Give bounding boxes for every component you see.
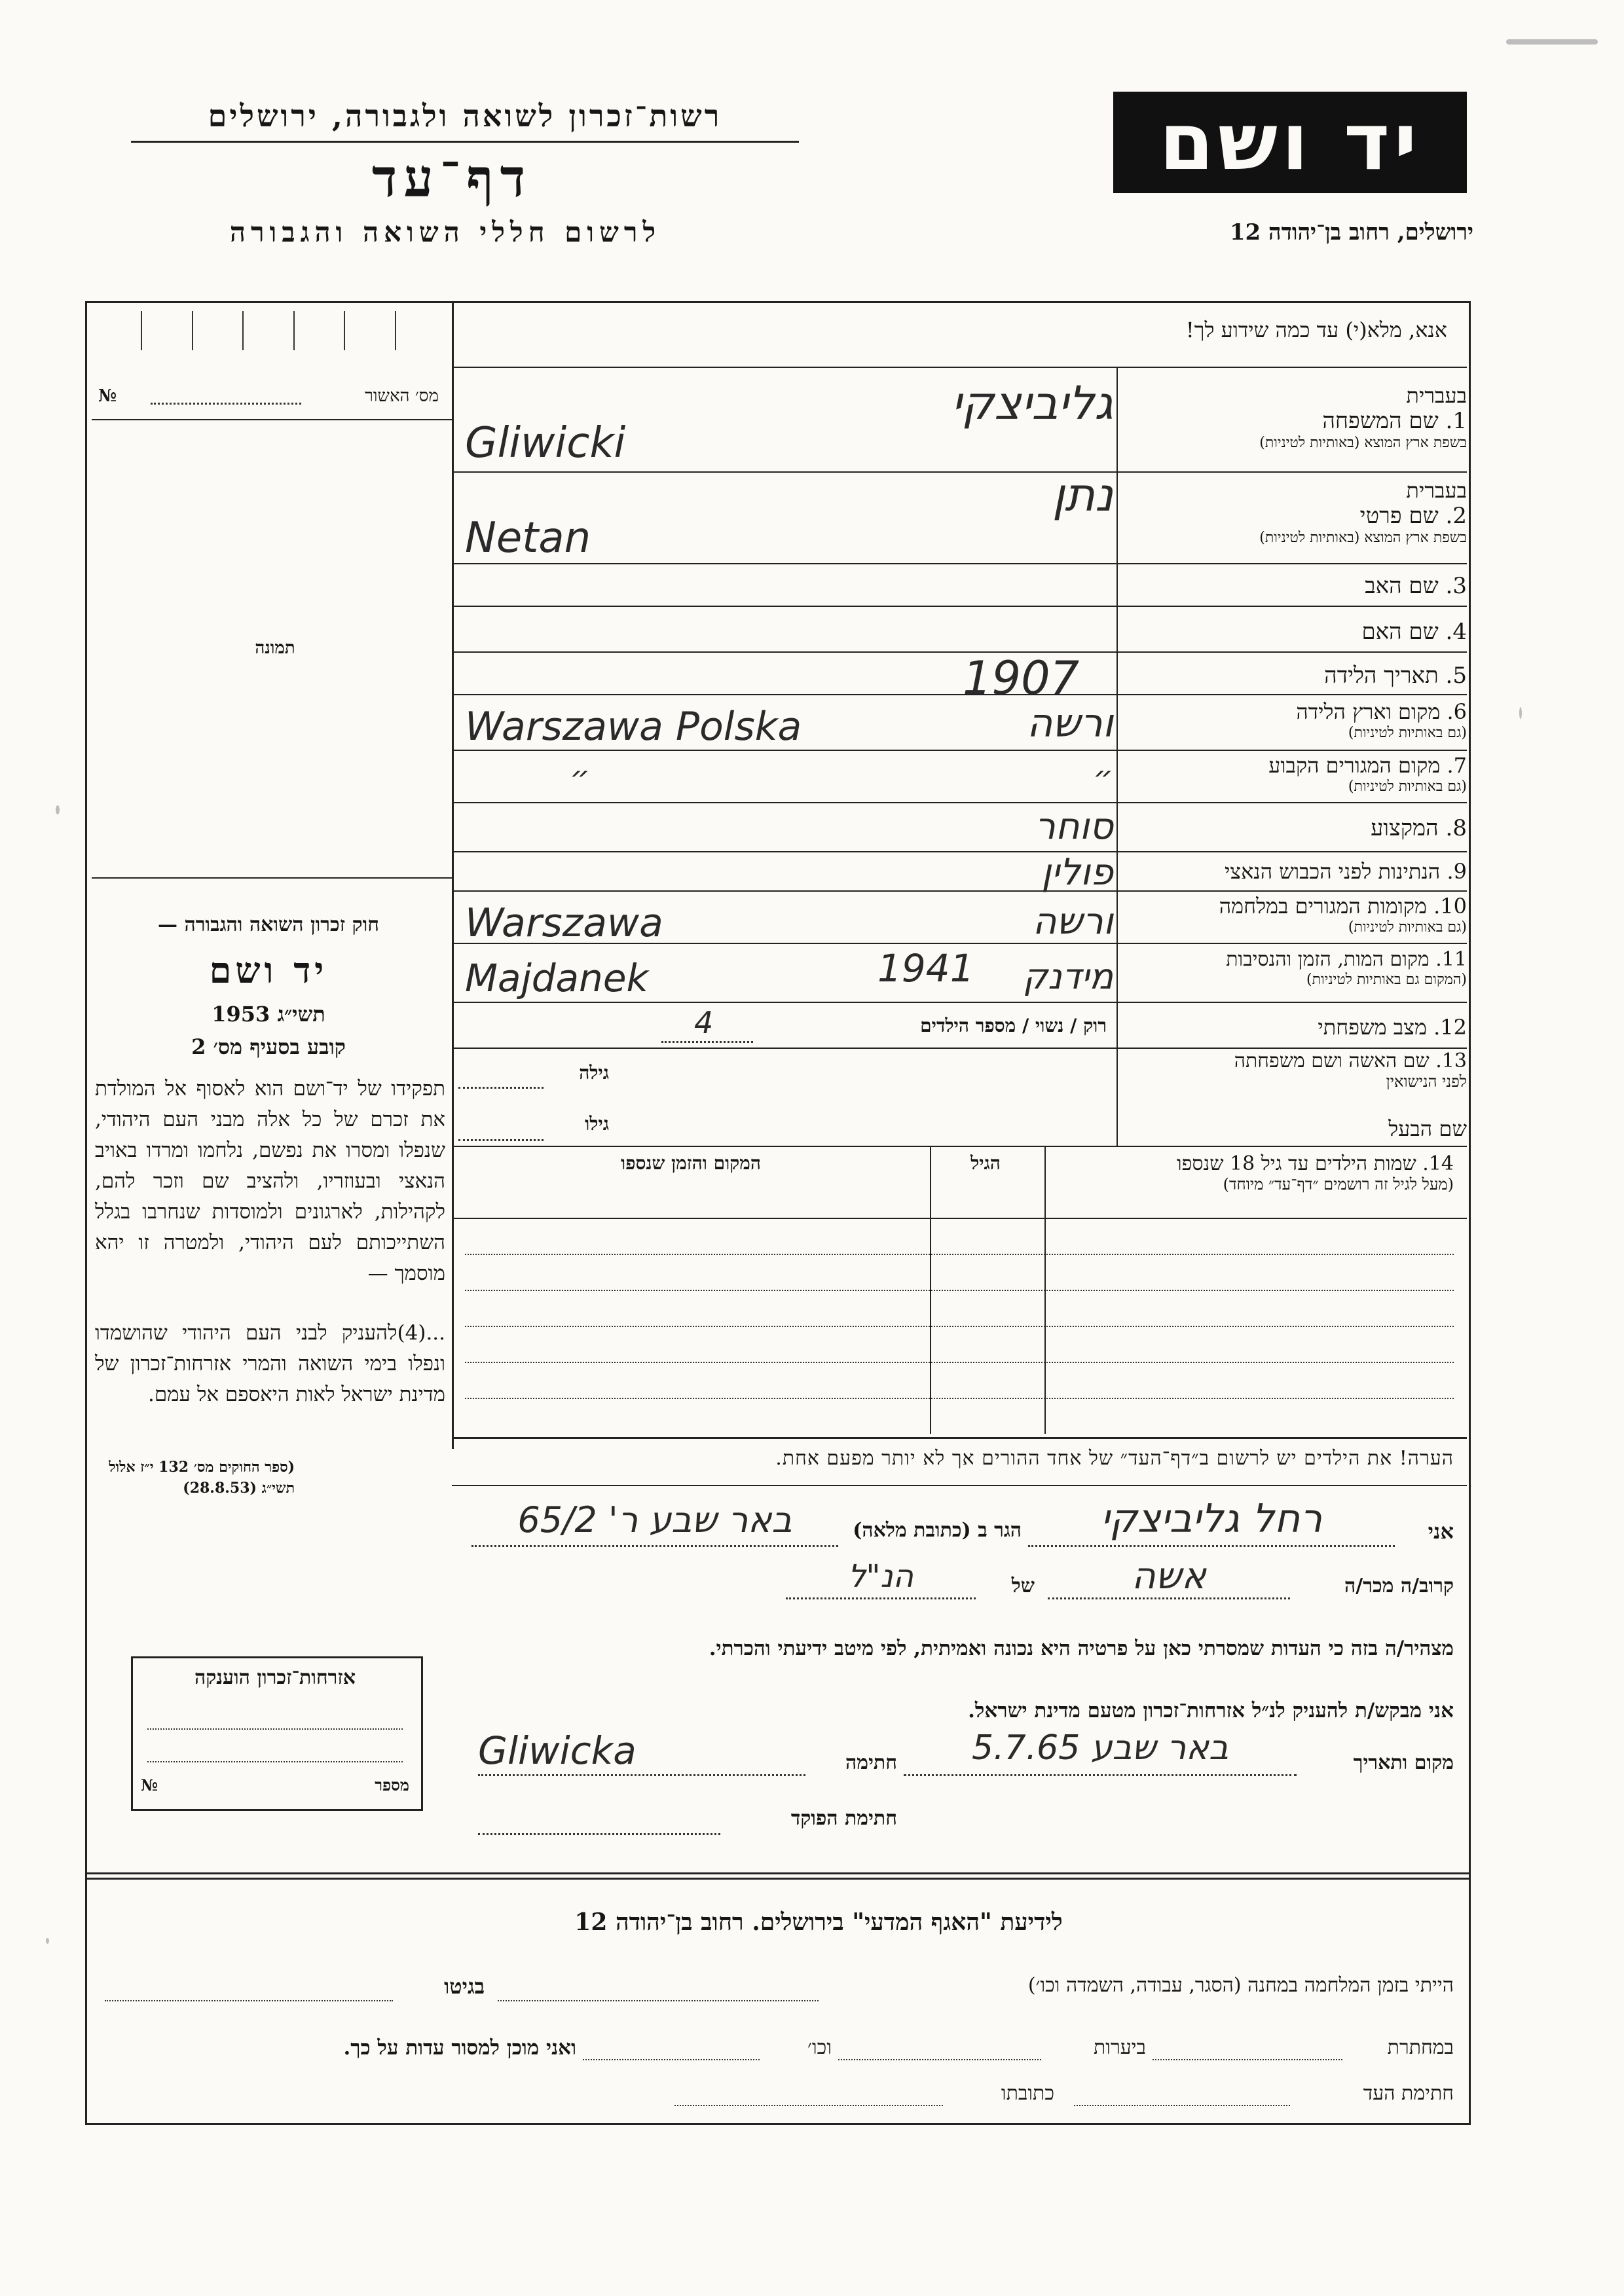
field-10-number: 10. (1433, 894, 1467, 919)
field-12-number: 12. (1433, 1015, 1467, 1040)
row-line (452, 802, 1467, 803)
field-10-label (1153, 894, 1467, 936)
children-count-line (661, 1041, 753, 1043)
scan-speck (46, 1938, 49, 1944)
law-source: (ספר החוקים מס׳ 132 י״ז אלול תשי״ג (28.8.53) (109, 1459, 295, 1497)
marital-options: רוק / נשוי / מספר הילדים (920, 1015, 1107, 1036)
field-1-label (1153, 383, 1467, 451)
field-6-number: 6. (1447, 699, 1467, 724)
header-row-line (452, 367, 1467, 368)
field-11-label (1153, 948, 1467, 988)
underground-label: במחתרת (1387, 2036, 1454, 2059)
citizenship-line (147, 1761, 403, 1762)
residence-latin-value[interactable]: ״ (570, 759, 590, 796)
wife-age-line (458, 1087, 544, 1089)
instruction: אנא, מלא(י) עד כמה שידוע לך! (1185, 318, 1447, 342)
law-clause: קובע בסעיף מס׳ 2 (191, 1034, 346, 1059)
field-7-label (1153, 753, 1467, 795)
children-row (465, 1254, 1454, 1255)
yad-vashem-logo: יד ושם (1113, 92, 1467, 193)
field-2-label (1153, 478, 1467, 546)
ghetto-label: בגיטו (444, 1974, 485, 1999)
field-2-hint: בשפת ארץ המוצא (באותיות לטיניות) (1259, 530, 1467, 546)
residence-hebrew-value[interactable]: ״ (1093, 759, 1113, 796)
field-9-title: הנתינות לפני הכבוש הנאצי (1224, 859, 1441, 884)
children-place-header: המקום והזמן שנספו (621, 1152, 761, 1174)
witness-address-line (674, 2105, 943, 2106)
row-line (452, 471, 1467, 473)
footer-line-1: הייתי בזמן המלחמה במחנה (הסגר, עבודה, השמדה וכו׳) (1027, 1974, 1454, 1997)
footer-title: לידיעת "האגף המדעי" בירושלים. רחוב בן־יהודה 12 (574, 1908, 1063, 1936)
form-subtitle: לרשום חללי השואה והגבורה (229, 216, 661, 248)
witness-signature-label: חתימת העד (1363, 2082, 1454, 2105)
row-line (452, 1048, 1467, 1049)
children-row (465, 1362, 1454, 1363)
scan-speck (1506, 39, 1598, 45)
field-2-number: 2. (1445, 503, 1467, 529)
field-13-label (1153, 1049, 1467, 1091)
note-text: הערה! את הילדים יש לרשום ב״דף־העד״ של אחד ההורים אך לא יותר מפעם אחת. (775, 1447, 1454, 1470)
camp-line (498, 2000, 819, 2001)
of-label: של (1011, 1575, 1035, 1597)
field-12-label (1153, 1015, 1467, 1040)
surname-hebrew-value[interactable]: גליביצקי (951, 376, 1113, 430)
row-line (452, 1146, 1467, 1147)
declarant-address-value[interactable]: באר שבע ר' 65/2 (517, 1499, 792, 1540)
forests-line (838, 2059, 1041, 2060)
field-10-hint: (גם באותיות לטיניות) (1348, 919, 1467, 936)
footer-divider-2 (85, 1878, 1470, 1880)
field-3-title: שם האב (1365, 573, 1439, 599)
relation-value[interactable]: אשה (1132, 1555, 1206, 1597)
husband-age-label: גילו (585, 1113, 609, 1135)
law-year: תשי״ג 1953 (212, 1002, 325, 1027)
forests-label: ביערות (1093, 2036, 1146, 2059)
law-title: חוק זכרון השואה והגבורה — (158, 913, 379, 936)
field-7-hint: (גם באותיות לטיניות) (1348, 778, 1467, 795)
death-place-hebrew-value[interactable]: מידנק (1022, 956, 1113, 997)
birth-date-value[interactable]: 1907 (963, 651, 1080, 705)
relative-label: קרוב/ה מכר/ה (1344, 1575, 1454, 1597)
citizenship-no: № (141, 1776, 158, 1795)
first-name-hebrew-value[interactable]: נתן (1052, 468, 1113, 522)
ready-label: ואני מוכן למסור עדות על כך. (343, 2036, 576, 2060)
field-11-number: 11. (1435, 948, 1467, 971)
approval-line (151, 403, 301, 405)
field-6-hint: (גם באותיות לטיניות) (1348, 725, 1467, 741)
law-body: תפקידו של יד־ושם הוא לאסוף אל המולדת את זכרם של כל אלה מבני העם היהודי, שנפלו ומסרו את נפשם, נלחמו ומרדו באויב הנאצי ובעוזריו, ולהציב שם וזכר להם, לקהילות, לארגונים ולמוסדות שנחרבו בגלל השתייכותם לעם היהודי, ולמטרה זו יהא מוסמך — (95, 1077, 445, 1285)
etc-label: וכו׳ (807, 2036, 832, 2059)
declarant-address-line (471, 1545, 838, 1547)
death-place-latin-value[interactable]: Majdanek (465, 956, 649, 1000)
death-year-value[interactable]: 1941 (877, 946, 974, 991)
profession-value[interactable]: סוחר (1035, 805, 1113, 848)
official-signature-line (478, 1833, 720, 1835)
scan-speck (1519, 707, 1522, 719)
citizenship-number-label: מספר (375, 1776, 409, 1795)
underground-line (1153, 2059, 1342, 2060)
row-line (452, 750, 1467, 751)
place-date-value[interactable]: באר שבע 5.7.65 (971, 1728, 1229, 1768)
photo-box-bottom (92, 877, 452, 879)
birth-place-latin-value[interactable]: Warszawa Polska (465, 704, 802, 750)
children-row (465, 1290, 1454, 1291)
scan-speck (56, 805, 60, 814)
row-line (452, 651, 1467, 653)
witness-signature-line (1074, 2105, 1290, 2106)
first-name-latin-value[interactable]: Netan (465, 514, 591, 562)
witness-address-label: כתובתו (1001, 2082, 1054, 2105)
citizenship-box-title: אזרחות־זכרון הוענקה (194, 1666, 356, 1689)
field-13-hint: לפני הנישואין (1386, 1072, 1467, 1091)
official-signature-label: חתימת הפוקד (790, 1807, 897, 1830)
field-2-hebrew-hint: בעברית (1406, 478, 1467, 503)
field-13-title: שם האשה ושם משפחתה (1234, 1049, 1430, 1072)
approval-no: № (98, 386, 117, 406)
field-4-number: 4. (1445, 619, 1467, 645)
of-line (786, 1597, 976, 1599)
number-boxes (92, 311, 445, 350)
of-value[interactable]: הנ"ל (848, 1558, 913, 1595)
row-line (452, 694, 1467, 695)
wartime-residence-latin-value[interactable]: Warszawa (465, 900, 663, 946)
field-6-label (1153, 699, 1467, 741)
signature-line (478, 1774, 805, 1776)
field-10-title: מקומות המגורים במלחמה (1219, 894, 1427, 919)
field-11-title: מקום המות, הזמן והנסיבות (1226, 948, 1430, 971)
label-column-divider (1116, 367, 1118, 1146)
field-9-label (1153, 859, 1467, 884)
field-3-label (1153, 573, 1467, 599)
children-age-header: הגיל (970, 1152, 1001, 1174)
address-hint: (כתובת מלאה) (853, 1519, 971, 1542)
field-5-title: תאריך הלידה (1324, 663, 1439, 689)
declarant-name-line (1028, 1545, 1395, 1547)
husband-age-line (458, 1139, 544, 1141)
field-8-title: המקצוע (1371, 815, 1439, 841)
field-1-number: 1. (1445, 408, 1467, 434)
field-9-number: 9. (1447, 859, 1467, 884)
birth-place-hebrew-value[interactable]: ורשה (1027, 701, 1113, 746)
field-14-label (1054, 1152, 1454, 1194)
row-line (452, 606, 1467, 607)
field-4-label (1153, 619, 1467, 645)
approval-box-top (92, 419, 452, 420)
surname-latin-value[interactable]: Gliwicki (465, 419, 626, 467)
authority-title: רשות־זכרון לשואה ולגבורה, ירושלים (208, 98, 722, 134)
field-8-number: 8. (1445, 815, 1467, 841)
field-14-hint: (מעל לגיל זה רושמים ״דף־עד״ מיוחד) (1223, 1175, 1454, 1194)
signature-label: חתימה (845, 1751, 897, 1774)
request-text: אני מבקש/ת להעניק לנ״ל אזרחות־זכרון מטעם מדינת ישראל. (968, 1699, 1454, 1722)
photo-label: תמונה (255, 638, 295, 658)
law-item-4: ...(4)להעניק לבני העם היהודי שהושמדו ונפלו בימי השואה והמרי אזרחות־זכרון של מדינת ישראל לאות היאספם אל עמם. (95, 1321, 445, 1406)
field-4-title: שם האם (1361, 619, 1439, 645)
field-13-number: 13. (1435, 1049, 1467, 1072)
ghetto-line (105, 2000, 393, 2001)
row-line (452, 1002, 1467, 1003)
husband-label: שם הבעל (1388, 1116, 1467, 1141)
field-1-title: שם המשפחה (1322, 408, 1439, 434)
field-7-title: מקום המגורים הקבוע (1268, 753, 1441, 778)
relation-line (1048, 1597, 1290, 1599)
field-8-label (1153, 815, 1467, 841)
children-row (465, 1398, 1454, 1399)
field-7-number: 7. (1447, 753, 1467, 778)
field-5-number: 5. (1445, 663, 1467, 689)
citizenship-line (147, 1728, 403, 1730)
place-date-line (904, 1774, 1297, 1776)
signature-value[interactable]: Gliwicka (478, 1728, 637, 1773)
field-6-title: מקום וארץ הלידה (1296, 699, 1441, 724)
field-1-hint: בשפת ארץ המוצא (באותיות לטיניות) (1259, 435, 1467, 451)
field-14-title: שמות הילדים עד גיל 18 שנספו (1177, 1152, 1416, 1175)
left-column-divider (452, 303, 454, 1449)
field-14-number: 14. (1422, 1152, 1454, 1175)
wife-age-label: גילה (579, 1062, 609, 1084)
authority-underline (131, 141, 799, 143)
law-name: יד ושם (209, 949, 328, 991)
declarant-i-label: אני (1428, 1519, 1454, 1544)
etc-line (583, 2059, 760, 2060)
form-title: דף־עד (371, 147, 532, 209)
declarant-name-value[interactable]: רחל גליביצקי (1100, 1496, 1323, 1542)
declarant-resides-label (845, 1519, 1022, 1542)
wartime-residence-hebrew-value[interactable]: ורשה (1032, 900, 1113, 943)
children-header-line (452, 1218, 1467, 1219)
field-5-label (1153, 663, 1467, 689)
row-line (452, 563, 1467, 564)
nationality-value[interactable]: פולין (1041, 851, 1113, 894)
address: ירושלים, רחוב בן־יהודה 12 (1229, 219, 1473, 246)
field-12-title: מצב משפחתי (1318, 1015, 1427, 1040)
resides-label: הגר ב (978, 1519, 1022, 1542)
citizenship-number (141, 1776, 409, 1795)
children-count-value[interactable]: 4 (694, 1005, 714, 1040)
field-3-number: 3. (1445, 573, 1467, 599)
field-2-title: שם פרטי (1359, 503, 1439, 529)
declaration-text: מצהיר/ה בזה כי העדות שמסרתי כאן על פרטיה היא נכונה ואמיתית, לפי מיטב ידיעתי והכרתי. (709, 1637, 1454, 1660)
footer-divider (85, 1872, 1470, 1874)
field-1-hebrew-hint: בעברית (1406, 383, 1467, 408)
children-row (465, 1326, 1454, 1327)
approval-number-label: מס׳ האשור (365, 386, 439, 406)
place-date-label: מקום ותאריך (1353, 1751, 1454, 1774)
field-11-hint: (המקום גם באותיות לטיניות) (1306, 972, 1467, 988)
